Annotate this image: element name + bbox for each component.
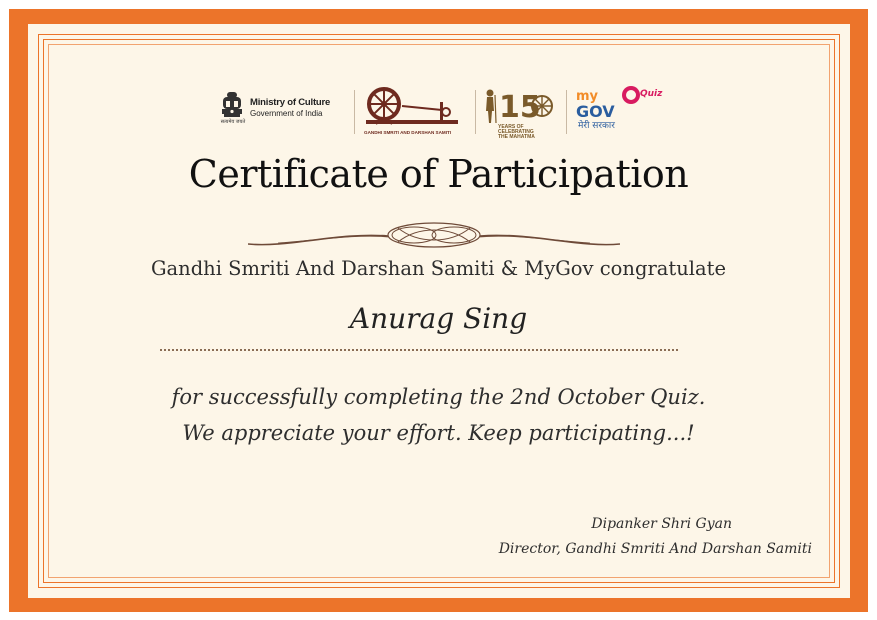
emblem-motto: सत्यमेव जयते — [220, 119, 246, 125]
logo-separator — [354, 90, 355, 134]
congratulation-line: Gandhi Smriti And Darshan Samiti & MyGov congratulate — [150, 257, 727, 280]
g150-line1: YEARS OF — [498, 124, 524, 130]
mygov-wordmark-icon — [574, 84, 664, 118]
gsds-charkha-logo — [362, 84, 470, 138]
name-underline — [160, 349, 678, 351]
logo-separator — [475, 90, 476, 134]
national-emblem-icon — [218, 90, 246, 132]
mygov-quiz-logo — [574, 84, 664, 136]
government-name: Government of India — [250, 109, 323, 118]
gsds-caption: GANDHI SMRITI AND DARSHAN SAMITI — [364, 130, 452, 135]
message-line-1: for successfully completing the 2nd October Quiz. — [171, 385, 706, 409]
g150-line3: THE MAHATMA — [498, 134, 535, 141]
svg-text:my: my — [576, 89, 599, 104]
signatory-name: Dipanker Shri Gyan — [591, 516, 732, 532]
ministry-name: Ministry of Culture — [250, 97, 331, 108]
svg-text:GOV: GOV — [576, 102, 615, 118]
charkha-icon — [362, 84, 470, 130]
recipient-name: Anurag Sing — [349, 302, 528, 335]
gandhi-silhouette-icon — [482, 87, 560, 127]
ornament-flourish-icon — [248, 218, 620, 252]
logo-strip — [0, 84, 877, 140]
quiz-label: Quiz — [640, 89, 663, 99]
gandhi-150-caption — [498, 125, 535, 141]
gandhi-150-logo — [482, 87, 560, 141]
logo-separator — [566, 90, 567, 134]
svg-text:15: 15 — [499, 90, 541, 125]
g150-line2: CELEBRATING — [498, 129, 534, 136]
message-line-2: We appreciate your effort. Keep participating...! — [182, 421, 695, 445]
certificate-title: Certificate of Participation — [188, 152, 689, 196]
mygov-hindi-tagline: मेरी सरकार — [578, 121, 615, 131]
signatory-title: Director, Gandhi Smriti And Darshan Samiti — [498, 541, 812, 557]
ministry-of-culture-logo — [218, 90, 348, 132]
